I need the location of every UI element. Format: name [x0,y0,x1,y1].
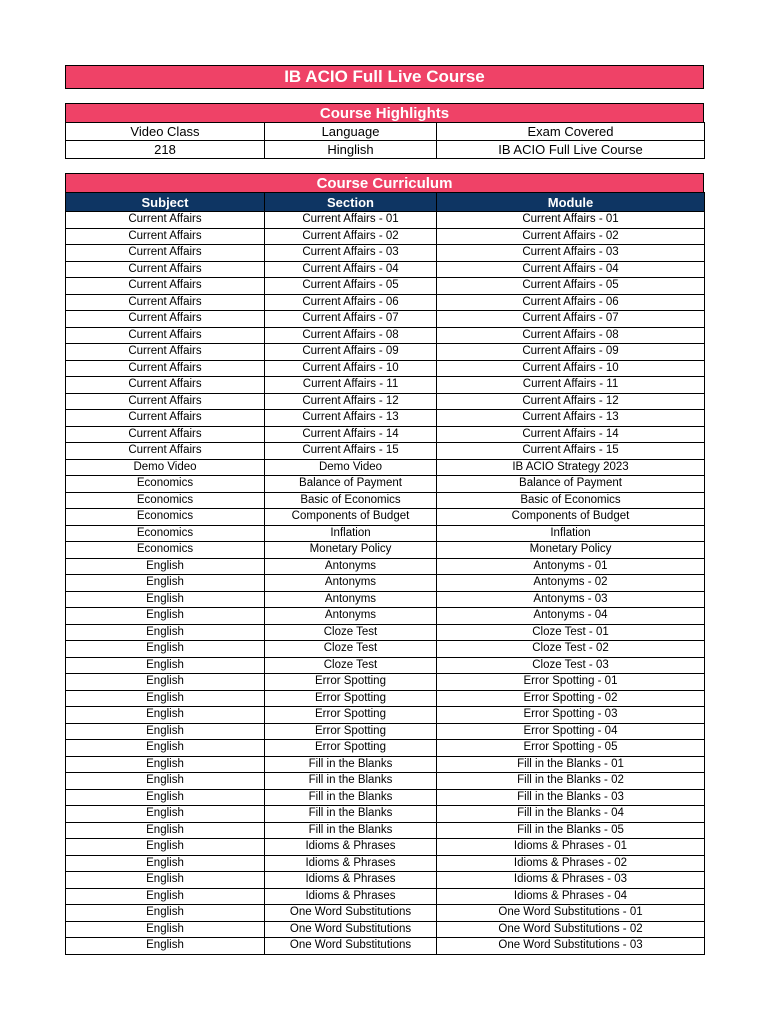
subject-cell: Current Affairs [66,360,265,377]
section-cell: Error Spotting [265,690,437,707]
table-row [66,212,705,229]
module-cell: Current Affairs - 14 [437,426,705,443]
subject-cell: Economics [66,525,265,542]
module-cell: Idioms & Phrases - 02 [437,855,705,872]
table-row [66,558,705,575]
section-cell: Cloze Test [265,624,437,641]
module-column-header: Module [437,193,705,212]
section-cell: Cloze Test [265,657,437,674]
course-highlights-table [65,122,705,159]
subject-cell: English [66,888,265,905]
subject-cell: English [66,690,265,707]
table-row [66,624,705,641]
section-cell: Antonyms [265,591,437,608]
exam-covered-label: Exam Covered [437,123,705,141]
table-row [66,707,705,724]
module-cell: Error Spotting - 05 [437,740,705,757]
subject-cell: English [66,905,265,922]
language-value: Hinglish [265,141,437,159]
subject-cell: English [66,740,265,757]
module-cell: Current Affairs - 15 [437,443,705,460]
video-class-value: 218 [66,141,265,159]
section-cell: Cloze Test [265,641,437,658]
module-cell: Balance of Payment [437,476,705,493]
table-row [66,773,705,790]
section-cell: Basic of Economics [265,492,437,509]
table-row [66,938,705,955]
module-cell: Current Affairs - 12 [437,393,705,410]
section-cell: Fill in the Blanks [265,806,437,823]
table-row [66,608,705,625]
section-cell: Current Affairs - 15 [265,443,437,460]
table-row [66,344,705,361]
section-cell: Current Affairs - 12 [265,393,437,410]
course-curriculum-heading: Course Curriculum [65,173,704,193]
module-cell: Current Affairs - 08 [437,327,705,344]
section-cell: Antonyms [265,608,437,625]
section-cell: Current Affairs - 07 [265,311,437,328]
subject-cell: English [66,872,265,889]
section-cell: Antonyms [265,575,437,592]
table-row [66,888,705,905]
table-row [66,426,705,443]
subject-cell: English [66,921,265,938]
subject-cell: English [66,806,265,823]
section-cell: Error Spotting [265,740,437,757]
section-cell: Current Affairs - 05 [265,278,437,295]
table-row [66,261,705,278]
subject-cell: Economics [66,492,265,509]
table-row [66,839,705,856]
subject-cell: Demo Video [66,459,265,476]
module-cell: Current Affairs - 06 [437,294,705,311]
table-row [66,542,705,559]
subject-cell: English [66,707,265,724]
module-cell: One Word Substitutions - 03 [437,938,705,955]
table-row [66,377,705,394]
module-cell: Antonyms - 04 [437,608,705,625]
curriculum-header-row [66,193,705,212]
subject-column-header: Subject [66,193,265,212]
video-class-label: Video Class [66,123,265,141]
table-row [66,855,705,872]
module-cell: Fill in the Blanks - 02 [437,773,705,790]
subject-cell: English [66,938,265,955]
module-cell: Current Affairs - 09 [437,344,705,361]
subject-cell: Current Affairs [66,426,265,443]
table-row [66,641,705,658]
module-cell: Current Affairs - 02 [437,228,705,245]
subject-cell: English [66,641,265,658]
module-cell: Current Affairs - 03 [437,245,705,262]
module-cell: Idioms & Phrases - 03 [437,872,705,889]
module-cell: Current Affairs - 05 [437,278,705,295]
page-title: IB ACIO Full Live Course [65,65,704,89]
table-row [66,806,705,823]
section-cell: Error Spotting [265,674,437,691]
module-cell: Current Affairs - 01 [437,212,705,229]
table-row [66,657,705,674]
table-row [66,492,705,509]
table-row [66,410,705,427]
subject-cell: Current Affairs [66,261,265,278]
subject-cell: English [66,624,265,641]
table-row [66,740,705,757]
exam-covered-value: IB ACIO Full Live Course [437,141,705,159]
subject-cell: English [66,575,265,592]
subject-cell: English [66,855,265,872]
section-cell: Current Affairs - 06 [265,294,437,311]
course-curriculum-section [65,173,704,955]
table-row [66,674,705,691]
subject-cell: Current Affairs [66,294,265,311]
subject-cell: Current Affairs [66,311,265,328]
language-label: Language [265,123,437,141]
subject-cell: Current Affairs [66,327,265,344]
table-row [66,872,705,889]
subject-cell: English [66,558,265,575]
module-cell: One Word Substitutions - 01 [437,905,705,922]
subject-cell: English [66,822,265,839]
section-cell: Current Affairs - 04 [265,261,437,278]
module-cell: Antonyms - 02 [437,575,705,592]
section-cell: Idioms & Phrases [265,839,437,856]
module-cell: Error Spotting - 03 [437,707,705,724]
section-cell: Current Affairs - 03 [265,245,437,262]
section-cell: One Word Substitutions [265,938,437,955]
subject-cell: English [66,591,265,608]
module-cell: Idioms & Phrases - 04 [437,888,705,905]
subject-cell: Current Affairs [66,245,265,262]
section-cell: Fill in the Blanks [265,773,437,790]
table-row [66,393,705,410]
module-cell: Fill in the Blanks - 03 [437,789,705,806]
subject-cell: Current Affairs [66,344,265,361]
section-cell: Demo Video [265,459,437,476]
module-cell: Error Spotting - 02 [437,690,705,707]
module-cell: Current Affairs - 07 [437,311,705,328]
course-highlights-heading: Course Highlights [65,103,704,123]
table-row [66,311,705,328]
table-row [66,905,705,922]
subject-cell: Economics [66,476,265,493]
subject-cell: Current Affairs [66,212,265,229]
module-cell: Components of Budget [437,509,705,526]
module-cell: Current Affairs - 11 [437,377,705,394]
section-cell: Current Affairs - 14 [265,426,437,443]
module-cell: Basic of Economics [437,492,705,509]
section-cell: Inflation [265,525,437,542]
table-row [66,476,705,493]
module-cell: Fill in the Blanks - 04 [437,806,705,823]
subject-cell: English [66,674,265,691]
table-row [66,228,705,245]
section-cell: Balance of Payment [265,476,437,493]
section-cell: One Word Substitutions [265,921,437,938]
module-cell: Antonyms - 03 [437,591,705,608]
module-cell: Cloze Test - 02 [437,641,705,658]
subject-cell: English [66,723,265,740]
section-cell: Current Affairs - 08 [265,327,437,344]
curriculum-body [66,212,705,955]
section-cell: Monetary Policy [265,542,437,559]
module-cell: Error Spotting - 01 [437,674,705,691]
section-cell: Antonyms [265,558,437,575]
highlights-value-row [66,141,705,159]
subject-cell: English [66,756,265,773]
section-cell: Error Spotting [265,723,437,740]
table-row [66,443,705,460]
subject-cell: Current Affairs [66,278,265,295]
subject-cell: English [66,839,265,856]
table-row [66,690,705,707]
section-cell: Components of Budget [265,509,437,526]
section-cell: Current Affairs - 02 [265,228,437,245]
module-cell: Current Affairs - 04 [437,261,705,278]
subject-cell: English [66,608,265,625]
section-cell: Fill in the Blanks [265,822,437,839]
table-row [66,822,705,839]
subject-cell: Current Affairs [66,410,265,427]
subject-cell: English [66,657,265,674]
table-row [66,525,705,542]
module-cell: Cloze Test - 03 [437,657,705,674]
subject-cell: Current Affairs [66,443,265,460]
course-curriculum-table [65,192,705,955]
table-row [66,509,705,526]
subject-cell: Current Affairs [66,228,265,245]
highlights-label-row [66,123,705,141]
module-cell: Cloze Test - 01 [437,624,705,641]
table-row [66,278,705,295]
table-row [66,789,705,806]
course-highlights-section [65,103,704,159]
section-cell: Current Affairs - 10 [265,360,437,377]
subject-cell: Current Affairs [66,377,265,394]
module-cell: Fill in the Blanks - 05 [437,822,705,839]
table-row [66,575,705,592]
section-cell: Idioms & Phrases [265,872,437,889]
table-row [66,245,705,262]
section-cell: Error Spotting [265,707,437,724]
module-cell: IB ACIO Strategy 2023 [437,459,705,476]
section-cell: One Word Substitutions [265,905,437,922]
table-row [66,756,705,773]
section-cell: Idioms & Phrases [265,888,437,905]
section-cell: Fill in the Blanks [265,756,437,773]
table-row [66,294,705,311]
subject-cell: Economics [66,509,265,526]
module-cell: Monetary Policy [437,542,705,559]
module-cell: Current Affairs - 13 [437,410,705,427]
subject-cell: Current Affairs [66,393,265,410]
table-row [66,723,705,740]
section-cell: Current Affairs - 01 [265,212,437,229]
table-row [66,591,705,608]
table-row [66,459,705,476]
section-cell: Idioms & Phrases [265,855,437,872]
module-cell: One Word Substitutions - 02 [437,921,705,938]
module-cell: Fill in the Blanks - 01 [437,756,705,773]
section-cell: Current Affairs - 09 [265,344,437,361]
module-cell: Antonyms - 01 [437,558,705,575]
module-cell: Current Affairs - 10 [437,360,705,377]
module-cell: Idioms & Phrases - 01 [437,839,705,856]
module-cell: Inflation [437,525,705,542]
subject-cell: English [66,773,265,790]
module-cell: Error Spotting - 04 [437,723,705,740]
section-cell: Fill in the Blanks [265,789,437,806]
section-cell: Current Affairs - 13 [265,410,437,427]
table-row [66,921,705,938]
table-row [66,360,705,377]
section-column-header: Section [265,193,437,212]
section-cell: Current Affairs - 11 [265,377,437,394]
table-row [66,327,705,344]
subject-cell: English [66,789,265,806]
subject-cell: Economics [66,542,265,559]
